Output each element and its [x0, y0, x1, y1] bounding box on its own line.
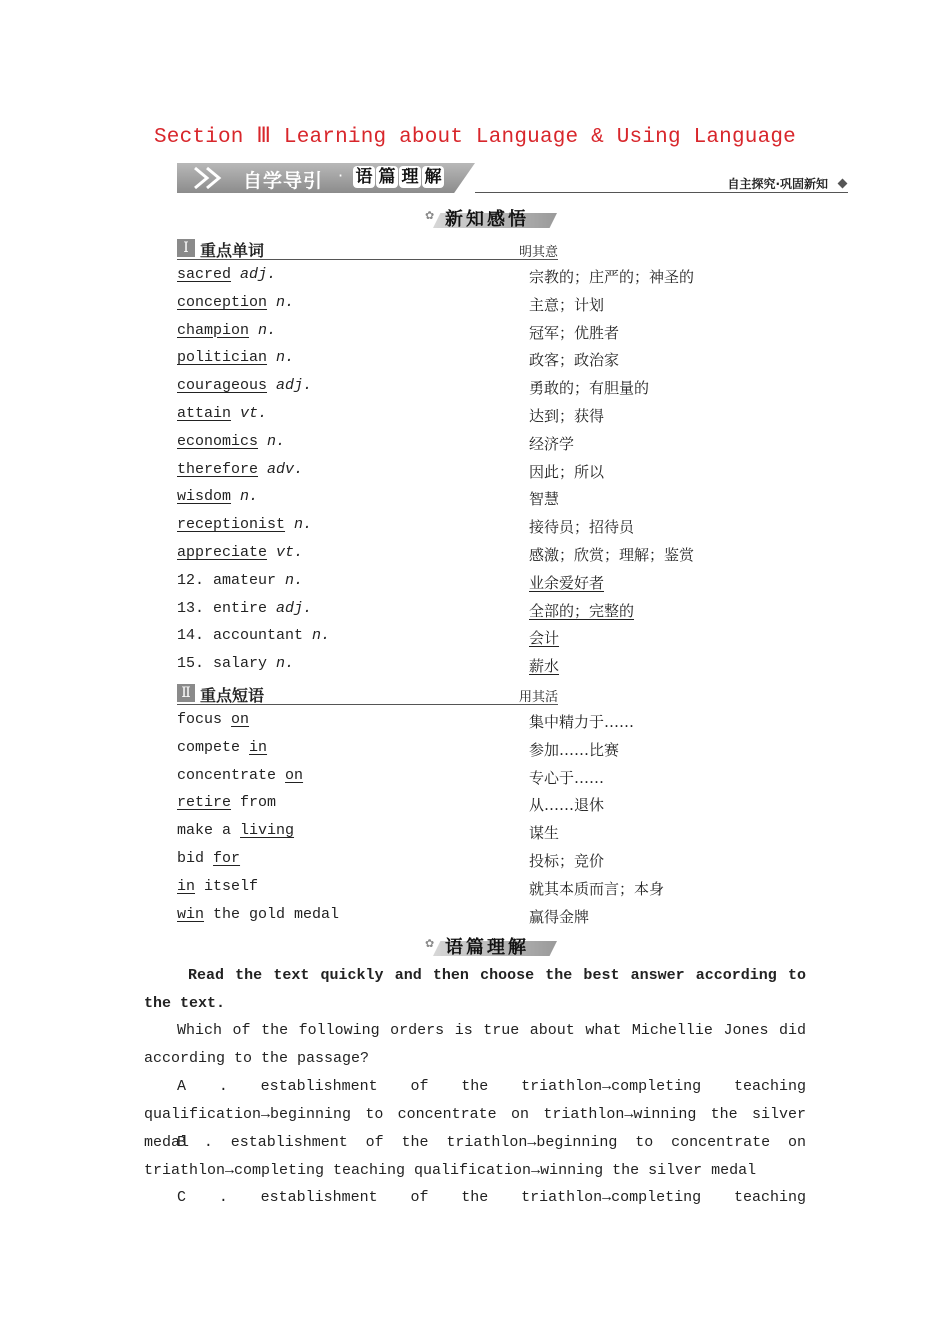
word-meaning: 冠军；优胜者: [529, 323, 620, 342]
phrase-key: in: [177, 877, 196, 895]
word-row: [177, 488, 777, 510]
word-row: [177, 572, 777, 594]
word-row: [177, 600, 777, 622]
word-pos: adj.: [240, 266, 277, 283]
word-pos: adv.: [267, 460, 304, 478]
phrase-key: for: [213, 850, 241, 867]
word-row: [177, 461, 777, 483]
word-pos: n.: [294, 516, 313, 534]
banner-box-char: 篇: [376, 166, 398, 188]
word-row: [177, 349, 777, 371]
word-row: [177, 377, 777, 399]
phrase-meaning: 从……退休: [529, 796, 605, 815]
word-term: wisdom: [177, 488, 232, 506]
phrase-row: [177, 739, 777, 761]
word-meaning: 会计: [529, 629, 560, 648]
section-banner: [177, 163, 848, 193]
double-chevron-icon: [191, 166, 231, 190]
section-label: 重点短语: [200, 686, 265, 705]
word-term: attain: [177, 405, 232, 422]
word-pos: n.: [240, 488, 259, 506]
phrase-meaning: 赢得金牌: [529, 907, 590, 926]
section-right-label: 明其意: [518, 245, 558, 260]
section-number: Ⅱ: [177, 684, 195, 702]
word-pos: n.: [312, 627, 331, 645]
page-title: Section Ⅲ Learning about Language & Using Language: [154, 126, 796, 149]
phrase-text: concentrate: [177, 766, 286, 784]
phrase-row: [177, 822, 777, 844]
word-meaning: 接待员；招待员: [529, 518, 635, 537]
word-pos: n.: [276, 349, 295, 367]
tag-label: 新知感悟: [445, 209, 529, 230]
tag-label: 语篇理解: [445, 937, 529, 958]
word-row: [177, 266, 777, 288]
phrase-key: win: [177, 905, 205, 923]
phrase-row: [177, 906, 777, 928]
phrase-key: retire: [177, 794, 232, 812]
phrase-text: from: [231, 794, 277, 812]
sparkle-icon: ✿: [425, 937, 435, 950]
word-meaning: 达到；获得: [529, 407, 605, 425]
word-meaning: 经济学: [529, 434, 575, 453]
phrase-row: [177, 878, 777, 900]
banner-rule: [475, 192, 848, 193]
word-term: 15. salary: [177, 655, 268, 673]
word-term: 14. accountant: [177, 627, 304, 645]
word-term: politician: [177, 349, 268, 367]
word-pos: n.: [276, 655, 295, 673]
sparkle-icon: ✿: [425, 209, 435, 222]
word-term: conception: [177, 293, 268, 311]
banner-box-char: 解: [422, 166, 444, 188]
phrase-meaning: 谋生: [529, 824, 560, 843]
phrase-text: bid: [177, 850, 214, 867]
option-a: A . establishment of the triathlon→completing teaching qualification→beginning to concentrate on triathlon→winning the silver medal: [144, 1078, 806, 1151]
word-meaning: 感激；欣赏；理解；鉴赏: [529, 546, 695, 564]
banner-box-char: 语: [353, 166, 375, 188]
phrase-meaning: 就其本质而言；本身: [529, 879, 665, 898]
word-term: 12. amateur: [177, 571, 277, 589]
word-term: appreciate: [177, 544, 268, 561]
word-meaning: 全部的；完整的: [529, 601, 635, 620]
section-number: Ⅰ: [177, 239, 195, 257]
phrase-key: on: [285, 766, 304, 784]
word-meaning: 业余爱好者: [529, 573, 605, 592]
phrase-meaning: 投标；竞价: [529, 852, 605, 870]
phrase-text: compete: [177, 738, 250, 756]
word-row: [177, 294, 777, 316]
tag-new-knowledge: [425, 205, 560, 230]
word-meaning: 宗教的；庄严的；神圣的: [529, 268, 695, 286]
banner-box-char: 理: [399, 166, 421, 188]
phrase-meaning: 集中精力于……: [529, 713, 635, 731]
section-right-label: 用其活: [518, 690, 558, 705]
word-pos: adj.: [276, 377, 313, 395]
phrase-key: on: [231, 711, 250, 728]
word-term: economics: [177, 432, 259, 450]
word-pos: n.: [267, 432, 286, 450]
phrase-row: [177, 794, 777, 816]
phrase-row: [177, 850, 777, 872]
reading-instruction: Read the text quickly and then choose the best answer according to the text.: [144, 967, 806, 1012]
word-meaning: 薪水: [529, 657, 560, 676]
word-row: [177, 322, 777, 344]
option-c: C . establishment of the triathlon→completing teaching: [177, 1189, 806, 1206]
word-term: 13. entire: [177, 599, 268, 617]
phrase-row: [177, 711, 777, 733]
word-pos: vt.: [276, 544, 304, 561]
tag-reading: [425, 933, 560, 958]
phrase-text: itself: [195, 877, 259, 895]
banner-right-label: 自主探究·巩固新知: [727, 177, 828, 191]
word-term: receptionist: [177, 516, 286, 534]
word-meaning: 政客；政治家: [529, 351, 620, 370]
word-term: sacred: [177, 266, 232, 283]
option-b: B . establishment of the triathlon→beginning to concentrate on triathlon→completing teaching qualification→winning the silver medal: [144, 1134, 806, 1179]
word-meaning: 因此；所以: [529, 462, 605, 481]
word-row: [177, 433, 777, 455]
phrase-row: [177, 767, 777, 789]
phrase-meaning: 参加……比赛: [529, 740, 620, 759]
word-pos: n.: [258, 321, 277, 339]
phrase-text: the gold medal: [204, 905, 340, 923]
word-pos: adj.: [276, 599, 313, 617]
word-pos: n.: [276, 293, 295, 311]
word-row: [177, 627, 777, 649]
word-row: [177, 405, 777, 427]
reading-question: Which of the following orders is true about what Michellie Jones did according to the passage?: [144, 1022, 806, 1067]
phrase-text: focus: [177, 711, 232, 728]
phrase-text: make a: [177, 822, 241, 840]
word-meaning: 智慧: [529, 490, 560, 509]
word-row: [177, 516, 777, 538]
banner-boxed-label: [353, 166, 444, 188]
banner-left-label: 自学导引: [243, 170, 324, 192]
word-row: [177, 544, 777, 566]
section-header-words: [177, 238, 558, 260]
diamond-icon: [838, 179, 848, 189]
word-pos: n.: [285, 571, 304, 589]
word-term: champion: [177, 321, 250, 339]
word-term: courageous: [177, 377, 268, 395]
word-row: [177, 655, 777, 677]
phrase-meaning: 专心于……: [529, 768, 605, 787]
phrase-key: in: [249, 738, 268, 756]
word-meaning: 勇敢的；有胆量的: [529, 379, 650, 398]
word-pos: vt.: [240, 405, 268, 422]
section-label: 重点单词: [200, 241, 265, 260]
phrase-key: living: [240, 822, 295, 840]
word-meaning: 主意；计划: [529, 295, 605, 314]
section-header-phrases: [177, 683, 558, 705]
banner-separator: ·: [338, 166, 344, 185]
word-term: therefore: [177, 460, 259, 478]
